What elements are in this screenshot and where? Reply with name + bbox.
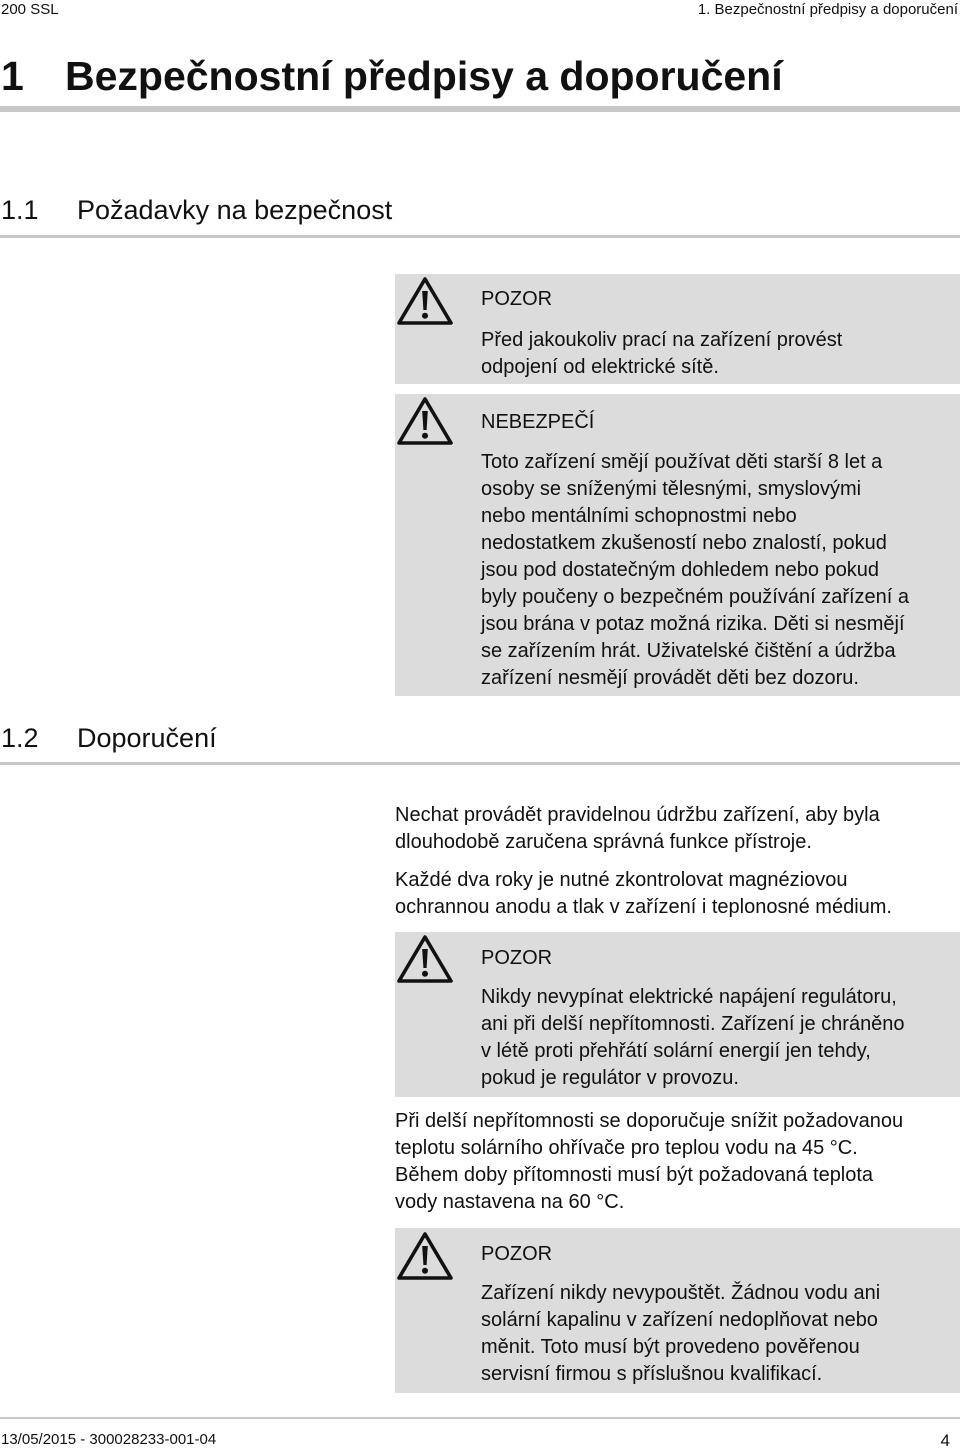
section-heading-1-1 [0,192,960,238]
note-body [481,984,956,1092]
footer-doc-id: 13/05/2015 - 300028233-001-04 [1,1431,217,1448]
note-line: Před jakoukoliv prací na zařízení provést [481,329,843,351]
warning-icon [397,276,453,326]
note-line: servisní firmou s příslušnou kvalifikací. [481,1363,823,1385]
header-doc-name: 200 SSL [1,1,59,18]
paragraph-line: Během doby přítomnosti musí být požadovaná teplota [395,1164,874,1186]
warning-icon [397,934,453,984]
note-line: jsou pod dostatečným dohledem nebo pokud [481,559,880,581]
caution-note [395,932,960,1097]
running-header [0,0,960,24]
note-line: Toto zařízení smějí používat děti starší 8 let a [481,451,883,473]
note-title: POZOR [481,947,553,969]
note-body [481,1280,956,1388]
header-chapter-title: 1. Bezpečnostní předpisy a doporučení [697,1,958,18]
note-line: v létě proti přehřátí solární energií jen tehdy, [481,1040,871,1062]
note-body [481,327,956,381]
note-line: Zařízení nikdy nevypouštět. Žádnou vodu ani [481,1282,881,1304]
chapter-heading [0,50,960,112]
section-number: 1.1 [1,195,39,225]
note-line: se zařízením hrát. Uživatelské čištění a údržba [481,640,896,662]
caution-note [395,1228,960,1393]
paragraph-line: Nechat provádět pravidelnou údržbu zařízení, aby byla [395,804,880,826]
note-line: odpojení od elektrické sítě. [481,356,719,378]
warning-icon [397,1231,453,1281]
paragraph-line: vody nastavena na 60 °C. [395,1191,625,1213]
paragraph-line: dlouhodobě zaručena správná funkce přístroje. [395,831,812,853]
note-line: zařízení nesmějí provádět děti bez dozoru. [481,667,859,689]
note-line: nebo mentálními schopnostmi nebo [481,505,797,527]
section-heading-1-2 [0,720,960,765]
paragraph-line: ochrannou anodu a tlak v zařízení i teplonosné médium. [395,896,892,918]
warning-icon [397,396,453,446]
note-line: solární kapalinu v zařízení nedoplňovat nebo [481,1309,878,1331]
note-line: jsou brána v potaz možná rizika. Děti si nesmějí [481,613,905,635]
note-line: Nikdy nevypínat elektrické napájení regulátoru, [481,986,897,1008]
paragraph [395,802,960,856]
section-title: Požadavky na bezpečnost [77,195,393,225]
paragraph-line: Při delší nepřítomnosti se doporučuje snížit požadovanou [395,1110,904,1132]
note-body [481,449,956,692]
section-number: 1.2 [1,723,39,753]
paragraph-line: Každé dva roky je nutné zkontrolovat magnéziovou [395,869,848,891]
section-title: Doporučení [77,723,217,753]
chapter-number: 1 [1,53,24,99]
danger-note [395,394,960,696]
note-line: nedostatkem zkušeností nebo znalostí, pokud [481,532,887,554]
page-number: 4 [940,1431,950,1450]
note-line: ani při delší nepřítomnosti. Zařízení je chráněno [481,1013,905,1035]
note-line: měnit. Toto musí být provedeno pověřenou [481,1336,860,1358]
note-line: byly poučeny o bezpečném používání zařízení a [481,586,910,608]
note-line: osoby se sníženými tělesnými, smyslovými [481,478,862,500]
note-line: pokud je regulátor v provozu. [481,1067,739,1089]
caution-note [395,274,960,384]
note-title: POZOR [481,288,553,310]
footer-divider [0,1417,960,1419]
note-title: POZOR [481,1243,553,1265]
chapter-title: Bezpečnostní předpisy a doporučení [65,53,783,99]
paragraph [395,867,960,921]
paragraph-line: teplotu solárního ohřívače pro teplou vodu na 45 °C. [395,1137,858,1159]
paragraph [395,1108,960,1216]
note-title: NEBEZPEČÍ [481,411,595,433]
